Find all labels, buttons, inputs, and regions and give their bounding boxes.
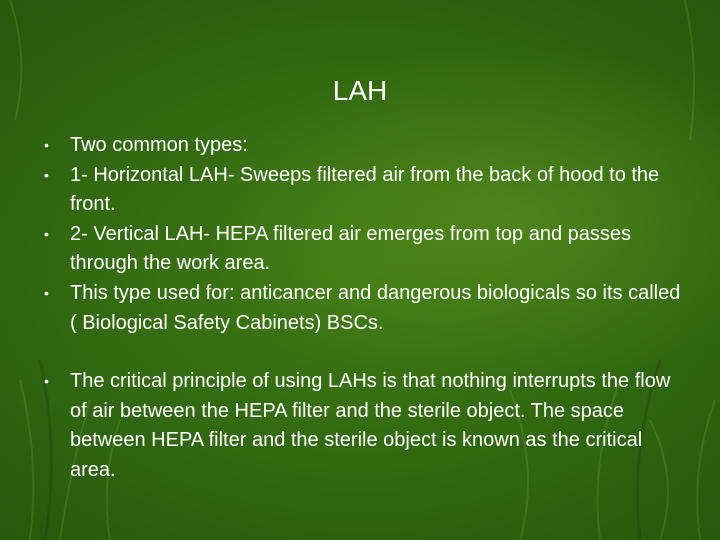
bullet-icon: • [44, 166, 49, 183]
bullet-icon: • [44, 137, 49, 153]
bullet-spacer [40, 338, 690, 367]
bullet-icon: • [44, 373, 49, 390]
bullet-text: Two common types: [70, 134, 248, 156]
bullet-text: This type used for: anticancer and dangerous biologicals so its called ( Biological Safety Cabinets) BSCs. [70, 281, 681, 334]
bullet-icon: • [44, 225, 49, 242]
bullet-item [40, 220, 690, 279]
slide-title-text: LAH [332, 75, 388, 106]
bullet-text: 2- Vertical LAH- HEPA filtered air emerges from top and passes through the work area. [70, 222, 631, 275]
bullet-item [40, 131, 690, 161]
bullet-text: 1- Horizontal LAH- Sweeps filtered air from the back of hood to the front. [70, 163, 660, 216]
slide-body [40, 131, 690, 486]
bullet-icon: • [44, 284, 49, 301]
bullet-item [40, 367, 690, 485]
bullet-item [40, 279, 690, 338]
bullet-item [40, 161, 690, 220]
bullet-text: The critical principle of using LAHs is that nothing interrupts the flow of air between the HEPA filter and the sterile object. The space between HEPA filter and the sterile object is known as the critical area. [70, 370, 671, 481]
bullet-list [40, 131, 690, 486]
slide-title [0, 74, 720, 108]
